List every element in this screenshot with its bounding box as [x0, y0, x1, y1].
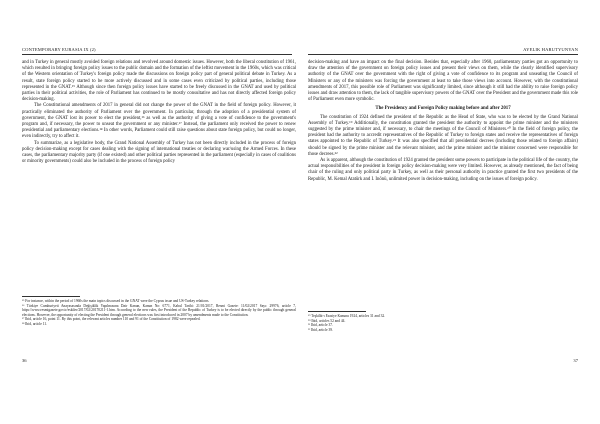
page-number: 36: [22, 358, 27, 363]
body-text: [308, 60, 578, 183]
footnote: ¹⁷ Ibid, article 16, point 11. By this point, the relevant articles number 110 and 91 of the Constitution of 1982 were repealed.: [22, 317, 201, 322]
footnote-rule: [308, 311, 366, 312]
footnote: ²² Ibid, article 39.: [308, 327, 334, 332]
footnote-rule: [22, 296, 80, 297]
footnote: ²⁰ Ibid, articles 52 and 44.: [308, 318, 346, 323]
page-number: 37: [573, 358, 578, 363]
paragraph: As is apparent, although the constitution of 1924 granted the president some powers to participate in the political life of the country, the actual responsibilities of the president in foreign policy decision-making were very limited. However, as already mentioned, the fact of being chair of the ruling and only political party in Turkey, as well as their personal authority in practice granted the first two presidents of the Republic, M. Kemal Atatürk and I. Inönü, unlimited power in decision-making, including on the issues of foreign policy.: [308, 158, 578, 182]
footnote: ¹⁵ For instance, within the period of 1960s the main topics discussed in the GNAT were the Cyprus issue and US-Turkey relations.: [22, 299, 210, 303]
paragraph: The constitution of 1924 defined the president of the Republic as the Head of State, who was to be elected by the Grand National Assembly of Turkey.¹⁹ Additionally, the constitution granted the president the authority to appoint the prime minister and the ministers suggested by the prime minister and, if necessary, to chair the meetings of the Council of Ministers.²⁰ In the field of foreign policy, the president had the authority to accredit representatives of the Republic of Turkey to foreign states and receive the representatives of foreign states appointed to the Republic of Turkey.²¹ It was also specified that all presidential decrees (including those related to foreign affairs) should be signed by the prime minister and the relevant minister, and the prime minister and the minister concerned were responsible for those decrees.²²: [308, 114, 578, 157]
running-header: CONTEMPORARY EURASIA IX (2): [22, 47, 96, 52]
footnote: ¹⁶ Türkiye Cumhuriyeti Anayasasında Değişiklik Yapılmasına Dair Kanun, Kanun No: 6771, Kabul Tarihi: 21/01/2017, Resmi Gazete: 11/02/2017 Sayı: 29976, article 7, https://www.resmigazete.gov.tr/eskiler/2017/02/20170211-1.htm. According to the new rules, the President of the Republic of Turkey is to be elected directly by the public through general elections. However, the opportunity of electing the President through general elections was first introduced in 2007 by amendments made to the Constitution.: [22, 303, 296, 317]
footnote: ²¹ Ibid, article 37.: [308, 323, 334, 328]
paragraph: The Constitutional amendments of 2017 in general did not change the power of the GNAT in the field of foreign policy. However, it practically eliminated the authority of Parliament over the government. In particular, through the adoption of a presidential system of government, the GNAT lost its power to elect the president,¹⁶ as well as the authority of giving a vote of confidence to the government's program and, if necessary, the power to unseat the government or any minister.¹⁷ Instead, the parliament only received the power to renew presidential and parliamentary elections.¹⁸ In other words, Parliament could still raise questions about state foreign policy, but could no longer, even indirectly, try to affect it.: [22, 103, 296, 140]
footnote: ¹⁹ Teşkilât-ı Esasiye Kanunu 1924, articles 31 and 32.: [308, 314, 386, 318]
header-rule: [22, 54, 292, 55]
paragraph: and in Turkey in general mostly avoided foreign relations and revolved around domestic issues. However, both the liberal constitution of 1961, which resulted in bringing foreign policy issues to the public domain and the formation of the leftist movement in the 1960s, which was critical of the Western orientation of Turkey's foreign policy made the discussions on foreign policy part of general political debate in Turkey. As a result, state foreign policy started to be more actively discussed and in some cases even criticized by political parties, including those represented in the GNAT.¹⁵ Although since then foreign policy issues have started to be freely discussed in the GNAT and used by political parties in their political activities, the role of Parliament has continued to be mostly consultative and has not directly affected foreign policy decision-making.: [22, 60, 296, 103]
footnotes: [22, 299, 296, 327]
paragraph: To summarize, as a legislative body, the Grand National Assembly of Turkey has not been directly included in the process of foreign policy decision-making except for cases dealing with the signing of international treaties or declaring war/using the Armed Forces. In these cases, the parliamentary majority party (if one existed) and other political parties represented in the parliament (especially in cases of coalitions or minority governments) could also be included in the process of foreign policy: [22, 140, 296, 165]
header-rule: [308, 54, 578, 55]
running-header: AYELIK HARUTYUNYAN: [523, 47, 578, 52]
paragraph: decision-making and have an impact on the final decision. Besides that, especially after 1960, parliamentary parties got an opportunity to draw the attention of the government on foreign policy issues and present their views on them, while the clearly identified supervisory authority of the GNAT over the government with the right of giving a vote of confidence to its program and unseating the Council of Ministers or any of the ministers was forcing the government at least to take those views into account. However, with the constitutional amendments of 2017, this possible role of Parliament was significantly limited, since although it still had the ability to raise foreign policy issues and draw attention to them, the lack of tangible supervisory powers of the GNAT over the President and the government made this role of Parliament even more symbolic.: [308, 60, 578, 103]
section-heading: The Presidency and Foreign Policy making before and after 2017: [375, 106, 511, 112]
right-page: [300, 0, 600, 424]
footnote: ¹⁸ Ibid, article 11.: [22, 321, 48, 326]
body-text: [22, 60, 296, 165]
footnotes: [308, 314, 508, 332]
